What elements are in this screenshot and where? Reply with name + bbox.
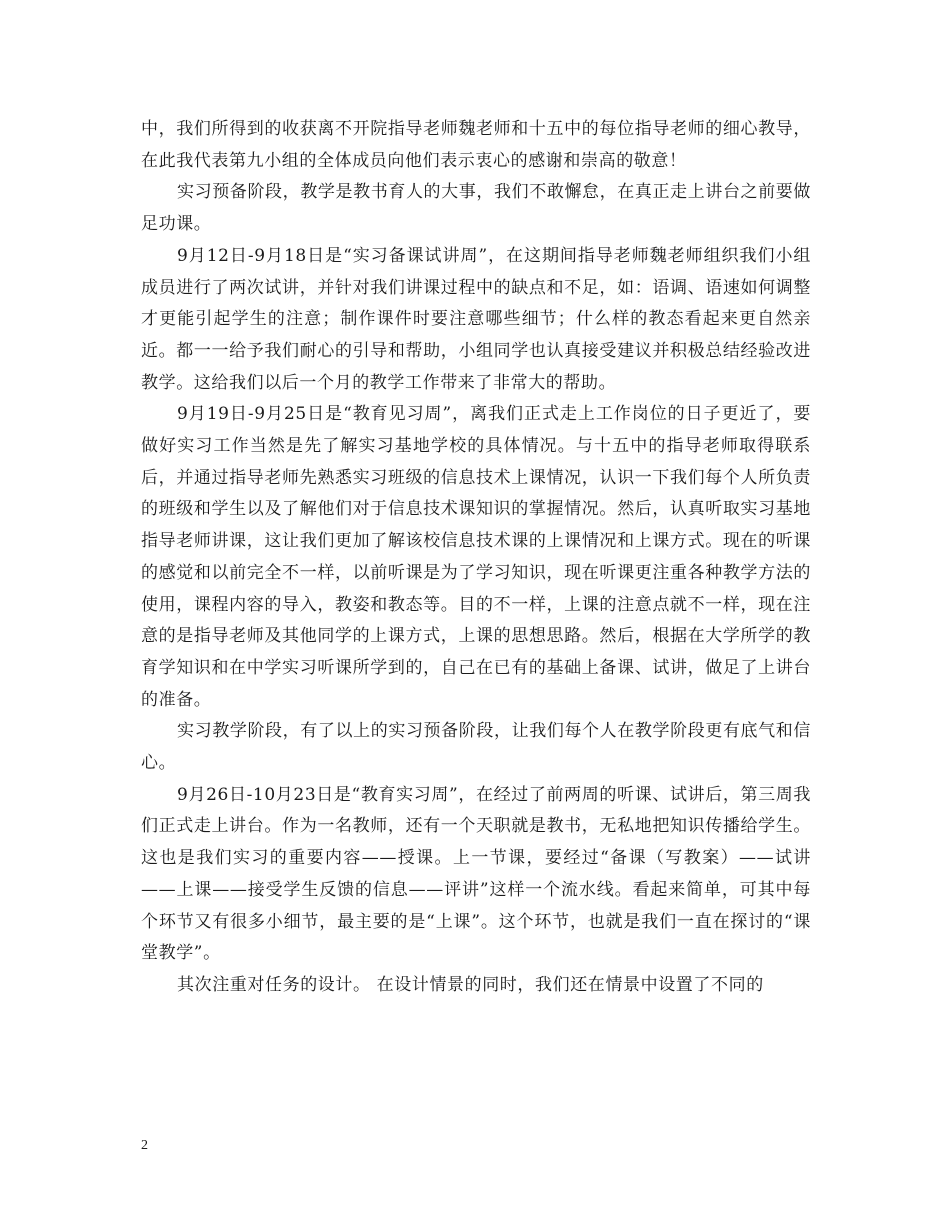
paragraph-3: 9月12日-9月18日是“实习备课试讲周”，在这期间指导老师魏老师组织我们小组成员进行了两次试讲，并针对我们讲课过程中的缺点和不足，如：语调、语速如何调整才更能引起学生的注意；制作课件时要注意哪些细节；什么样的教态看起来更自然亲近。都一一给予我们耐心的引导和帮助，小组同学也认真接受建议并积极总结经验改进教学。这给我们以后一个月的教学工作带来了非常大的帮助。 [141, 245, 811, 393]
paragraph-7: 其次注重对任务的设计。 在设计情景的同时，我们还在情景中设置了不同的 [177, 974, 764, 995]
paragraph-2: 实习预备阶段，教学是教书育人的大事，我们不敢懈怠，在真正走上讲台之前要做足功课。 [141, 182, 811, 235]
document-body [141, 114, 811, 1002]
paragraph-5: 实习教学阶段，有了以上的实习预备阶段，让我们每个人在教学阶段更有底气和信心。 [141, 721, 811, 774]
paragraph-6: 9月26日-10月23日是“教育实习周”，在经过了前两周的听课、试讲后，第三周我们正式走上讲台。作为一名教师，还有一个天职就是教书，无私地把知识传播给学生。这也是我们实习的重要内容——授课。上一节课，要经过“备课（写教案）——试讲——上课——接受学生反馈的信息——评讲”这样一个流水线。看起来简单，可其中每个环节又有很多小细节，最主要的是“上课”。这个环节，也就是我们一直在探讨的“课堂教学”。 [141, 784, 811, 964]
paragraph-1: 中，我们所得到的收获离不开院指导老师魏老师和十五中的每位指导老师的细心教导，在此我代表第九小组的全体成员向他们表示衷心的感谢和崇高的敬意！ [141, 119, 811, 171]
paragraph-4: 9月19日-9月25日是“教育见习周”，离我们正式走上工作岗位的日子更近了，要做好实习工作当然是先了解实习基地学校的具体情况。与十五中的指导老师取得联系后，并通过指导老师先熟悉实习班级的信息技术上课情况，认识一下我们每个人所负责的班级和学生以及了解他们对于信息技术课知识的掌握情况。然后，认真听取实习基地指导老师讲课，这让我们更加了解该校信息技术课的上课情况和上课方式。现在的听课的感觉和以前完全不一样，以前听课是为了学习知识，现在听课更注重各种教学方法的使用，课程内容的导入，教姿和教态等。目的不一样，上课的注意点就不一样，现在注意的是指导老师及其他同学的上课方式，上课的思想思路。然后，根据在大学所学的教育学知识和在中学实习听课所学到的，自己在已有的基础上备课、试讲，做足了上讲台的准备。 [141, 404, 811, 710]
page-number: 2 [141, 1138, 148, 1153]
